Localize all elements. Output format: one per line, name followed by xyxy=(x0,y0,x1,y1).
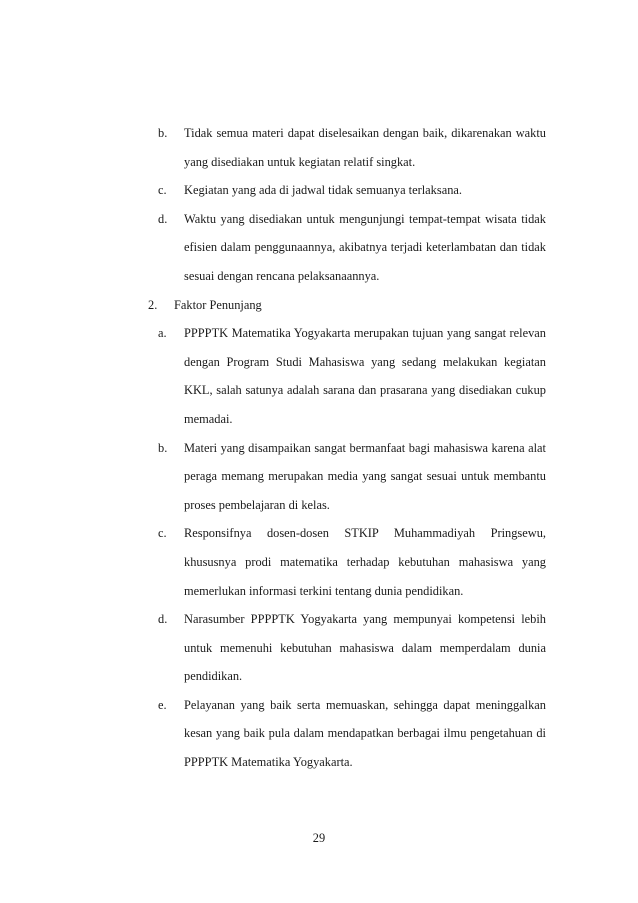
list-marker: b. xyxy=(158,126,168,140)
section-item-c xyxy=(148,519,546,605)
list-marker: a. xyxy=(158,326,167,341)
section-heading xyxy=(148,291,546,320)
list-item-b xyxy=(148,119,546,176)
list-item-text: Narasumber PPPPTK Yogyakarta yang mempunyai kompetensi lebih untuk memenuhi kebutuhan mahasiswa dalam memperdalam dunia pendidikan. xyxy=(184,612,546,684)
section-item-b xyxy=(148,434,546,520)
list-marker: b. xyxy=(158,440,168,455)
section-item-a xyxy=(148,319,546,433)
section-marker: 2. xyxy=(148,297,158,312)
list-item-text: Materi yang disampaikan sangat bermanfaat bagi mahasiswa karena alat peraga memang merupakan media yang sangat sesuai untuk membantu proses pembelajaran di kelas. xyxy=(184,440,546,512)
list-item-text: PPPPTK Matematika Yogyakarta merupakan tujuan yang sangat relevan dengan Program Studi Mahasiswa yang sedang melakukan kegiatan KKL, salah satunya adalah sarana dan prasarana yang disediakan cukup memadai. xyxy=(184,326,546,426)
section-title: Faktor Penunjang xyxy=(174,297,262,312)
list-marker: c. xyxy=(158,526,167,541)
page-content xyxy=(148,119,546,777)
section-item-d xyxy=(148,605,546,691)
list-item-text: Tidak semua materi dapat diselesaikan dengan baik, dikarenakan waktu yang disediakan untuk kegiatan relatif singkat. xyxy=(184,126,546,169)
list-marker: d. xyxy=(158,612,168,627)
list-marker: e. xyxy=(158,697,167,712)
list-marker: c. xyxy=(158,183,167,198)
list-item-d xyxy=(148,205,546,291)
page-number: 29 xyxy=(312,831,326,845)
list-item-text: Kegiatan yang ada di jadwal tidak semuanya terlaksana. xyxy=(184,183,462,198)
list-item-text: Waktu yang disediakan untuk mengunjungi tempat-tempat wisata tidak efisien dalam penggunaannya, akibatnya terjadi keterlambatan dan tidak sesuai dengan rencana pelaksanaannya. xyxy=(184,211,546,283)
list-marker: d. xyxy=(158,211,168,226)
list-item-c xyxy=(148,176,546,205)
list-item-text: Pelayanan yang baik serta memuaskan, sehingga dapat meninggalkan kesan yang baik pula dalam mendapatkan berbagai ilmu pengetahuan di PPPPTK Matematika Yogyakarta. xyxy=(184,697,546,770)
list-item-text: Responsifnya dosen-dosen STKIP Muhammadiyah Pringsewu, khususnya prodi matematika terhadap kebutuhan mahasiswa yang memerlukan informasi terkini tentang dunia pendidikan. xyxy=(184,526,546,598)
section-item-e xyxy=(148,691,546,777)
